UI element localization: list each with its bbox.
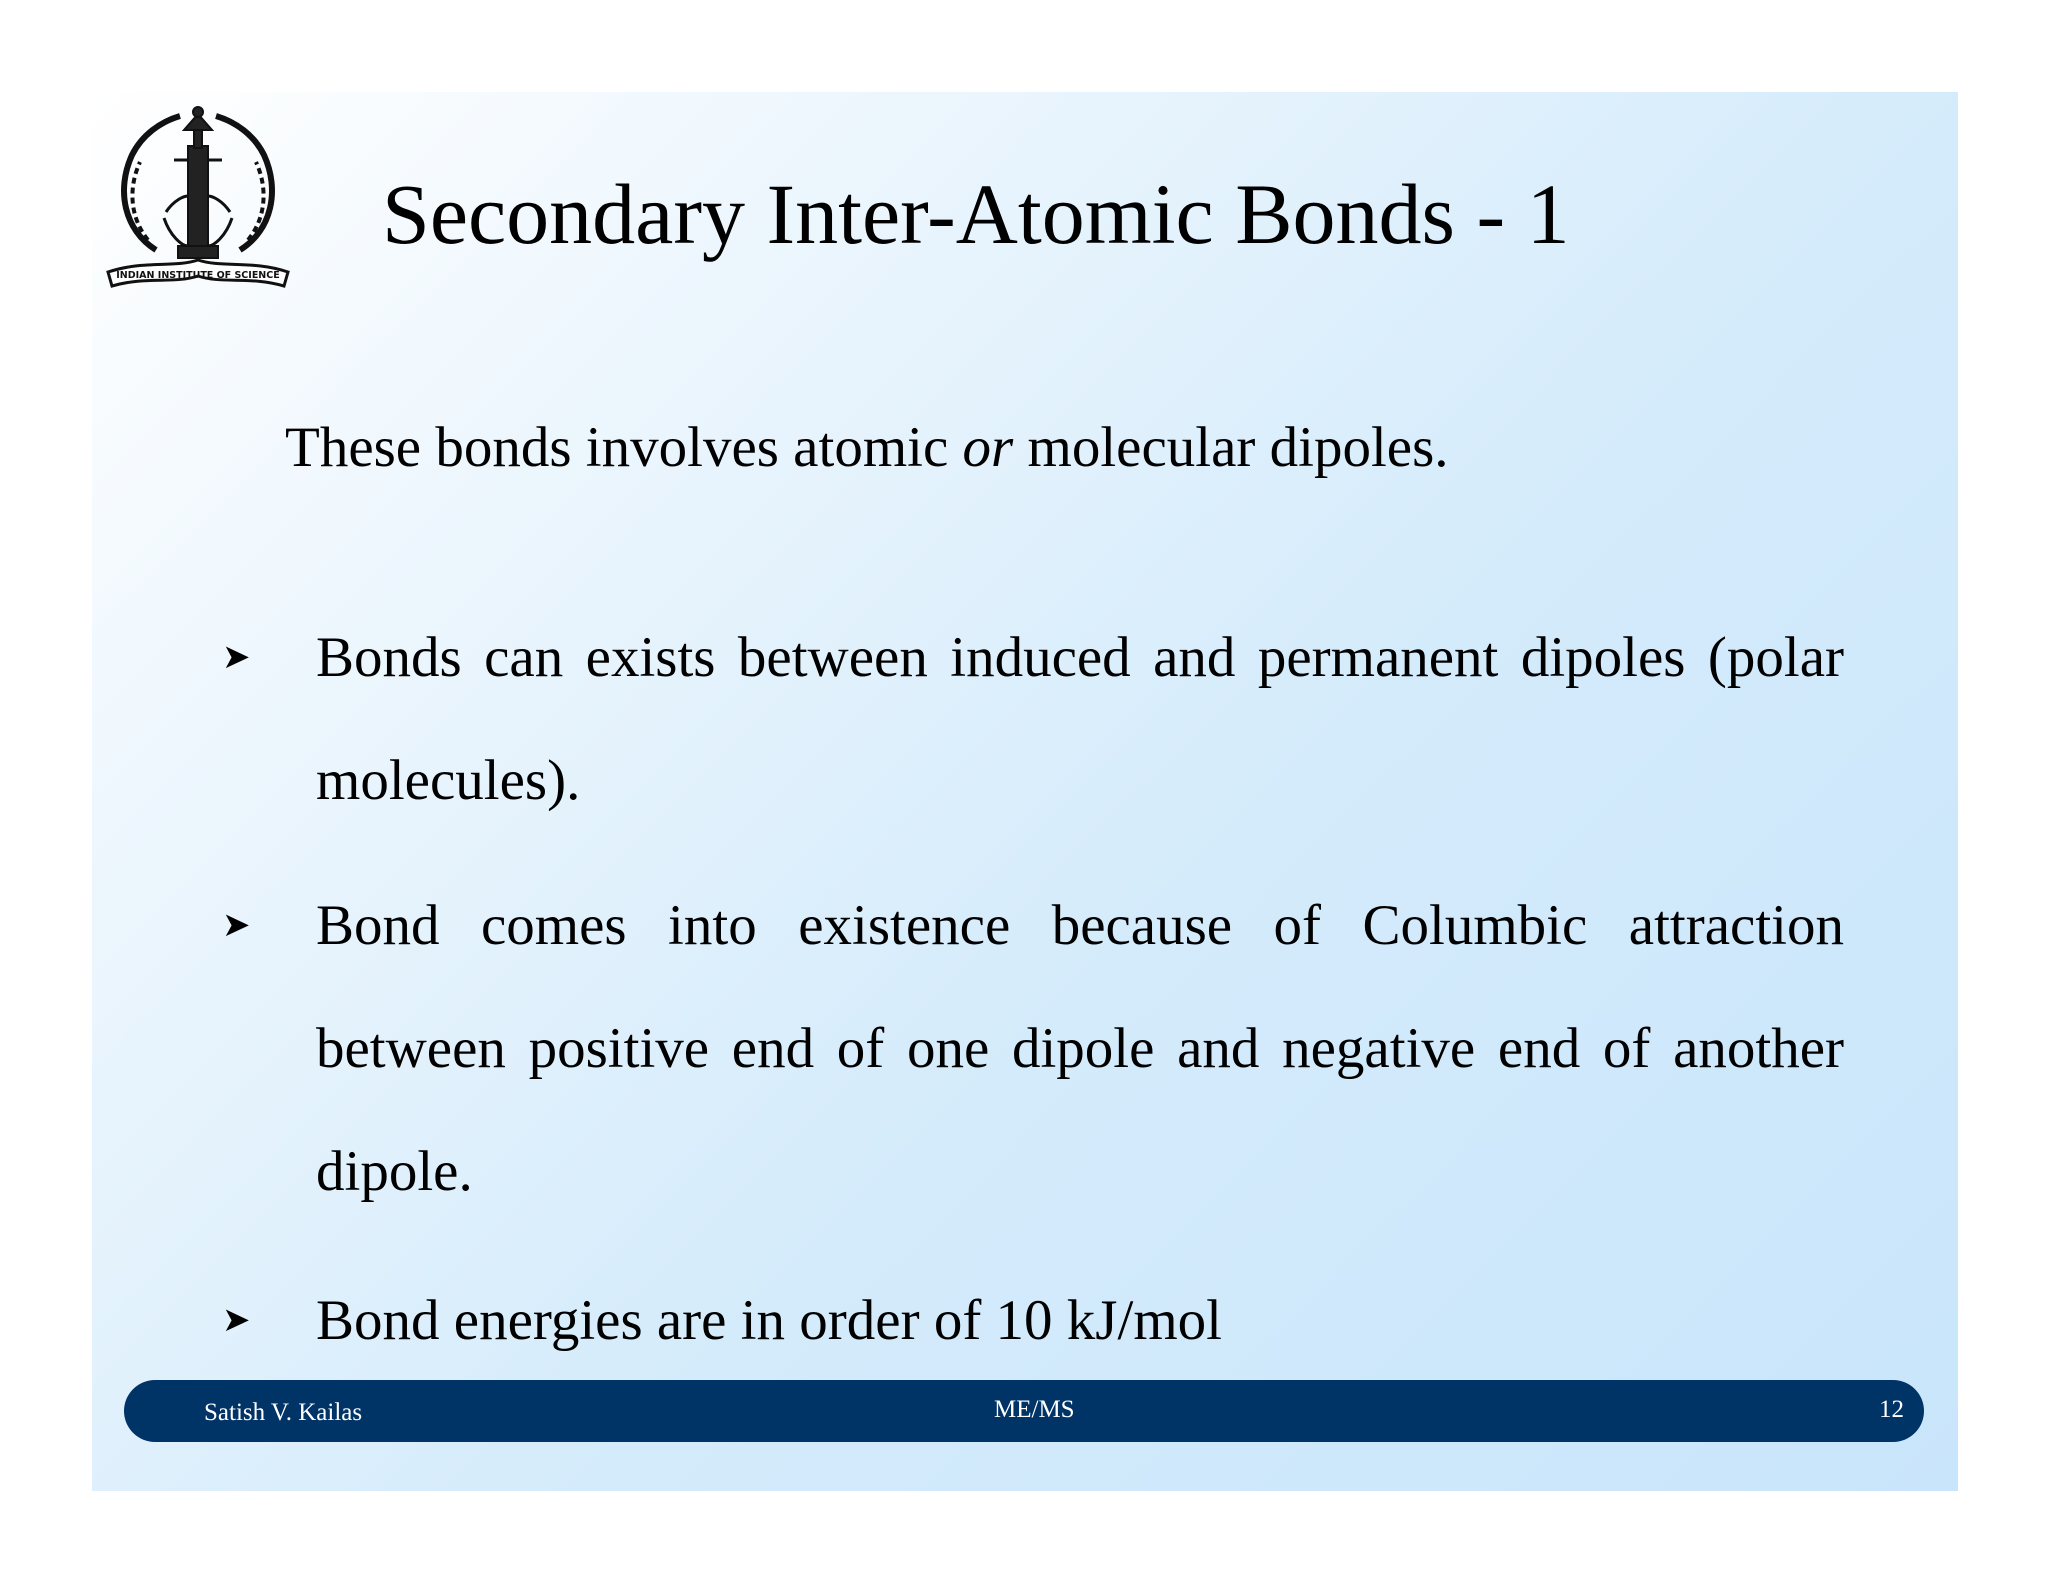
- slide-title: Secondary Inter-Atomic Bonds - 1: [382, 166, 1570, 262]
- institute-seal-logo: [104, 100, 292, 290]
- footer-author: Satish V. Kailas: [204, 1399, 363, 1426]
- footer-bar: [124, 1380, 1924, 1442]
- intro-italic-word: or: [962, 416, 1014, 479]
- footer-page-number: 12: [1879, 1396, 1904, 1423]
- arrowhead-bullet-icon: ➤: [222, 637, 251, 677]
- bullet-text: Bonds can exists between induced and permanent dipoles (polar molecules).: [316, 626, 1844, 812]
- arrowhead-bullet-icon: ➤: [222, 905, 251, 945]
- intro-text-after: molecular dipoles.: [1013, 416, 1449, 479]
- bullet-text: Bond comes into existence because of Columbic attraction between positive end of one dipole and negative end of another dipole.: [316, 894, 1844, 1203]
- svg-text:INDIAN INSTITUTE OF SCIENCE: INDIAN INSTITUTE OF SCIENCE: [116, 270, 280, 281]
- arrowhead-bullet-icon: ➤: [222, 1300, 251, 1340]
- footer-department: ME/MS: [994, 1396, 1075, 1423]
- bullet-text: Bond energies are in order of 10 kJ/mol: [316, 1289, 1222, 1352]
- slide: [92, 92, 1958, 1491]
- intro-text-before: These bonds involves atomic: [285, 416, 963, 479]
- intro-sentence: [285, 416, 1449, 480]
